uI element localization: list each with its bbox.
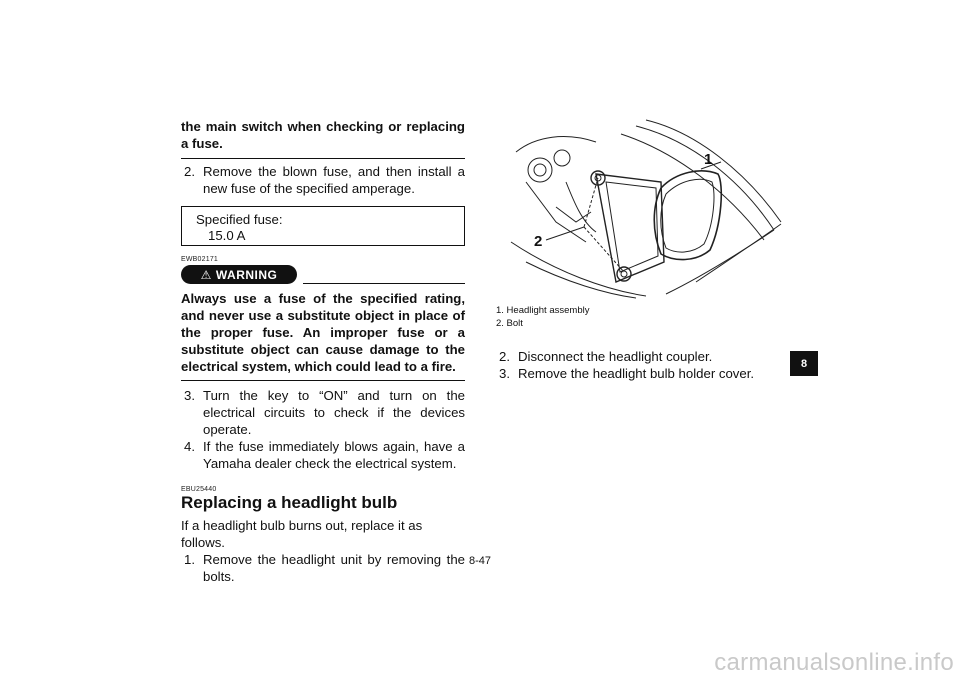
spec-value: 15.0 A xyxy=(208,228,246,243)
page-number: 8-47 xyxy=(468,555,492,567)
warning-header xyxy=(181,265,465,284)
headlight-illustration xyxy=(496,112,786,300)
callout-1: 1 xyxy=(704,151,713,168)
step-text: Remove the headlight bulb holder cover. xyxy=(518,366,755,381)
headlight-figure xyxy=(496,112,786,300)
chapter-tab: 8 xyxy=(790,351,818,376)
step-4 xyxy=(181,438,465,472)
watermark: carmanualsonline.info xyxy=(714,649,954,676)
step-3 xyxy=(496,365,786,382)
step-number: 3. xyxy=(184,388,195,403)
step-text: If the fuse immediately blows again, have a Yamaha dealer check the electrical system. xyxy=(203,439,465,471)
section-intro: If a headlight bulb burns out, replace it as follows. xyxy=(181,518,423,550)
warning-text: Always use a fuse of the specified rating, and never use a substitute object in place of the proper fuse. An improper fuse or a substitute object can cause damage to the electrical system, which could lead to a fire. xyxy=(181,291,465,374)
spec-box xyxy=(181,206,465,246)
divider xyxy=(181,158,465,159)
step-number: 2. xyxy=(499,349,510,364)
left-column xyxy=(181,118,465,585)
callout-2: 2 xyxy=(534,233,543,250)
step-text: Remove the headlight unit by removing the bolts. xyxy=(203,552,465,584)
step-2 xyxy=(181,163,465,197)
spec-label: Specified fuse: xyxy=(196,212,283,227)
warning-code: EWB02171 xyxy=(181,256,219,263)
step-number: 2. xyxy=(184,164,195,179)
step-number: 3. xyxy=(499,366,510,381)
right-column xyxy=(496,304,786,382)
step-number: 1. xyxy=(184,552,195,567)
intro-warning-continuation: the main switch when checking or replacing a fuse. xyxy=(181,119,465,151)
caption-bolt: 2. Bolt xyxy=(496,318,523,329)
step-2 xyxy=(496,348,786,365)
step-number: 4. xyxy=(184,439,195,454)
warning-label: WARNING xyxy=(215,267,278,282)
caption-headlight-assembly: 1. Headlight assembly xyxy=(496,305,590,316)
step-text: Remove the blown fuse, and then install a new fuse of the specified amperage. xyxy=(203,164,465,196)
section-title: Replacing a headlight bulb xyxy=(181,493,398,512)
warning-triangle-icon: ⚠ xyxy=(200,267,212,282)
section-code: EBU25440 xyxy=(181,486,217,493)
divider xyxy=(181,380,465,381)
step-text: Turn the key to “ON” and turn on the electrical circuits to check if the devices operate. xyxy=(203,388,465,437)
divider xyxy=(303,283,465,284)
step-3 xyxy=(181,387,465,438)
warning-badge xyxy=(181,265,297,284)
step-text: Disconnect the headlight coupler. xyxy=(518,349,713,364)
